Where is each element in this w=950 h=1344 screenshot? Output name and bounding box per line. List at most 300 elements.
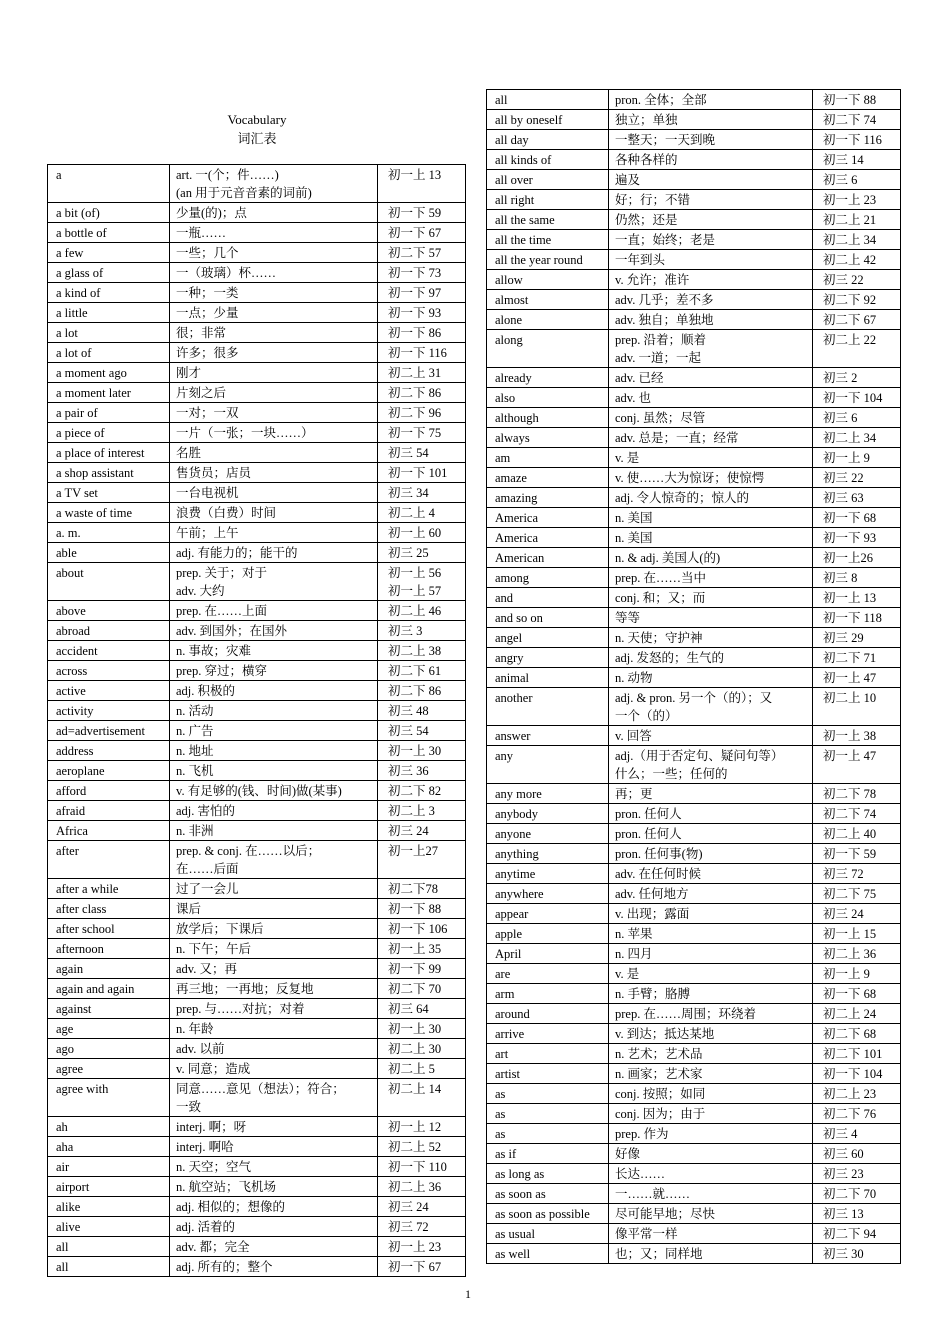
meaning-cell	[170, 483, 378, 502]
meaning-line: adv. 也	[615, 391, 651, 405]
word-cell: appear	[487, 904, 609, 923]
meaning-cell	[609, 250, 813, 269]
word-cell: again and again	[48, 979, 170, 998]
table-row	[486, 568, 901, 588]
unit-cell	[813, 528, 900, 547]
table-row	[47, 323, 466, 343]
meaning-line: n. 年龄	[176, 1022, 214, 1036]
word-cell: another	[487, 688, 609, 725]
unit-cell	[378, 343, 465, 362]
unit-line: 初三 6	[823, 173, 858, 187]
unit-cell	[378, 621, 465, 640]
meaning-line: adj.（用于否定句、疑问句等）	[615, 749, 784, 763]
unit-line: 初一下 110	[388, 1160, 447, 1174]
meaning-line: n. 下午；午后	[176, 942, 252, 956]
meaning-cell	[170, 781, 378, 800]
meaning-cell	[609, 368, 813, 387]
table-row	[486, 190, 901, 210]
meaning-cell	[170, 939, 378, 958]
meaning-cell	[609, 330, 813, 367]
unit-line: 初二下 61	[388, 664, 442, 678]
unit-line: 初三 64	[388, 1002, 429, 1016]
unit-line: 初二下 82	[388, 784, 442, 798]
word-cell: all	[48, 1237, 170, 1256]
unit-cell	[813, 1204, 900, 1223]
word-cell: accident	[48, 641, 170, 660]
word-cell: a TV set	[48, 483, 170, 502]
unit-line: 初二下 101	[823, 1047, 883, 1061]
table-row	[47, 443, 466, 463]
meaning-line: v. 使……大为惊讶；使惊愕	[615, 471, 765, 485]
unit-cell	[813, 804, 900, 823]
meaning-line: interj. 啊；呀	[176, 1120, 247, 1134]
meaning-cell	[609, 784, 813, 803]
unit-cell	[378, 363, 465, 382]
word-cell: all	[487, 90, 609, 109]
unit-cell	[813, 984, 900, 1003]
unit-line: 初三 24	[823, 907, 864, 921]
word-cell: again	[48, 959, 170, 978]
meaning-line: 也；又；同样地	[615, 1247, 703, 1261]
unit-line: 初一下 68	[823, 987, 877, 1001]
word-cell: amaze	[487, 468, 609, 487]
meaning-line: v. 是	[615, 451, 640, 465]
meaning-cell	[609, 746, 813, 783]
meaning-line: 一些；几个	[176, 246, 239, 260]
table-row	[47, 681, 466, 701]
unit-cell	[378, 523, 465, 542]
unit-line: 初一上 60	[388, 526, 442, 540]
table-row	[486, 608, 901, 628]
table-row	[47, 164, 466, 203]
meaning-line: n. 动物	[615, 671, 653, 685]
table-row	[47, 1197, 466, 1217]
table-row	[486, 864, 901, 884]
unit-line: 初三 22	[823, 471, 864, 485]
table-row	[47, 601, 466, 621]
meaning-cell	[609, 1224, 813, 1243]
word-cell: also	[487, 388, 609, 407]
meaning-cell	[609, 1164, 813, 1183]
meaning-cell	[170, 1059, 378, 1078]
word-cell: all the time	[487, 230, 609, 249]
unit-cell	[813, 904, 900, 923]
table-row	[47, 383, 466, 403]
meaning-line: v. 回答	[615, 729, 652, 743]
meaning-cell	[170, 1177, 378, 1196]
meaning-line: art. 一(个；件……)	[176, 168, 279, 182]
table-row	[486, 528, 901, 548]
word-cell: am	[487, 448, 609, 467]
table-row	[486, 89, 901, 110]
meaning-line: v. 同意；造成	[176, 1062, 251, 1076]
table-row	[47, 423, 466, 443]
meaning-cell	[609, 1064, 813, 1083]
meaning-line: conj. 因为；由于	[615, 1107, 706, 1121]
word-cell: all kinds of	[487, 150, 609, 169]
table-row	[486, 1024, 901, 1044]
unit-cell	[813, 668, 900, 687]
meaning-cell	[609, 408, 813, 427]
meaning-cell	[170, 1137, 378, 1156]
unit-line: 初一上 35	[388, 942, 442, 956]
meaning-cell	[609, 150, 813, 169]
meaning-line: adj. 发怒的；生气的	[615, 651, 725, 665]
meaning-line: n. 苹果	[615, 927, 653, 941]
meaning-cell	[609, 726, 813, 745]
table-row	[47, 223, 466, 243]
unit-cell	[378, 443, 465, 462]
unit-cell	[813, 170, 900, 189]
meaning-cell	[609, 648, 813, 667]
meaning-line: n. 事故；灾难	[176, 644, 252, 658]
unit-line: 初三 34	[388, 486, 429, 500]
table-row	[47, 661, 466, 681]
meaning-cell	[170, 979, 378, 998]
meaning-line: 午前；上午	[176, 526, 239, 540]
meaning-line: n. 手臂；胳膊	[615, 987, 691, 1001]
meaning-line: 一致	[176, 1100, 202, 1114]
unit-cell	[813, 150, 900, 169]
unit-line: 初二上 34	[823, 233, 877, 247]
meaning-line: pron. 任何人	[615, 807, 682, 821]
meaning-line: adj. 所有的；整个	[176, 1260, 273, 1274]
word-cell: a lot of	[48, 343, 170, 362]
table-row	[47, 203, 466, 223]
table-row	[486, 548, 901, 568]
word-cell: along	[487, 330, 609, 367]
table-row	[47, 543, 466, 563]
meaning-cell	[170, 503, 378, 522]
table-row	[486, 904, 901, 924]
unit-cell	[813, 330, 900, 367]
meaning-line: 售货员；店员	[176, 466, 252, 480]
meaning-cell	[609, 210, 813, 229]
table-row	[486, 1204, 901, 1224]
unit-cell	[813, 1004, 900, 1023]
word-cell: abroad	[48, 621, 170, 640]
table-row	[486, 428, 901, 448]
meaning-line: adv. 任何地方	[615, 887, 689, 901]
meaning-line: adv. 已经	[615, 371, 664, 385]
table-row	[486, 1184, 901, 1204]
meaning-cell	[170, 1257, 378, 1276]
meaning-line: v. 有足够的(钱、时间)做(某事)	[176, 784, 342, 798]
unit-line: 初一上 47	[823, 671, 877, 685]
unit-cell	[813, 688, 900, 725]
unit-line: 初一下 59	[388, 206, 442, 220]
word-cell: airport	[48, 1177, 170, 1196]
table-row	[486, 388, 901, 408]
meaning-cell	[170, 1197, 378, 1216]
unit-line: 初一上 38	[823, 729, 877, 743]
meaning-line: v. 允许；准许	[615, 273, 690, 287]
meaning-line: adv. 又；再	[176, 962, 237, 976]
unit-cell	[813, 1064, 900, 1083]
meaning-line: n. 四月	[615, 947, 653, 961]
unit-cell	[378, 741, 465, 760]
unit-cell	[378, 1257, 465, 1276]
meaning-line: 像平常一样	[615, 1227, 678, 1241]
word-cell: anywhere	[487, 884, 609, 903]
unit-cell	[378, 959, 465, 978]
unit-line: 初三 8	[823, 571, 858, 585]
unit-line: 初三 25	[388, 546, 429, 560]
meaning-line: adv. 独自；单独地	[615, 313, 714, 327]
meaning-cell	[170, 841, 378, 878]
word-cell: a lot	[48, 323, 170, 342]
table-row	[47, 1059, 466, 1079]
table-row	[47, 483, 466, 503]
unit-line: 初三 13	[823, 1207, 864, 1221]
table-row	[47, 463, 466, 483]
table-row	[486, 726, 901, 746]
unit-cell	[378, 939, 465, 958]
table-row	[486, 746, 901, 784]
word-cell: alone	[487, 310, 609, 329]
word-cell: apple	[487, 924, 609, 943]
meaning-line: adv. 总是；一直；经常	[615, 431, 739, 445]
unit-cell	[813, 448, 900, 467]
unit-cell	[378, 323, 465, 342]
table-row	[47, 243, 466, 263]
meaning-line: n. 美国	[615, 531, 653, 545]
word-cell: a place of interest	[48, 443, 170, 462]
meaning-line: 刚才	[176, 366, 202, 380]
unit-line: 初二上 52	[388, 1140, 442, 1154]
word-cell: America	[487, 508, 609, 527]
word-cell: allow	[487, 270, 609, 289]
unit-cell	[378, 879, 465, 898]
unit-cell	[378, 999, 465, 1018]
meaning-cell	[609, 1104, 813, 1123]
word-cell: artist	[487, 1064, 609, 1083]
word-cell: activity	[48, 701, 170, 720]
unit-line: 初三 14	[823, 153, 864, 167]
meaning-cell	[609, 448, 813, 467]
word-cell: as well	[487, 1244, 609, 1263]
meaning-line: 一（玻璃）杯……	[176, 266, 277, 280]
table-row	[486, 648, 901, 668]
meaning-cell	[609, 964, 813, 983]
meaning-cell	[609, 944, 813, 963]
word-cell: as usual	[487, 1224, 609, 1243]
unit-cell	[378, 303, 465, 322]
meaning-cell	[170, 801, 378, 820]
unit-line: 初三 29	[823, 631, 864, 645]
unit-line: 初三 30	[823, 1247, 864, 1261]
meaning-cell	[609, 1184, 813, 1203]
meaning-cell	[170, 999, 378, 1018]
unit-line: 初二上 22	[823, 333, 877, 347]
table-row	[47, 621, 466, 641]
meaning-cell	[170, 701, 378, 720]
meaning-line: prep. 在……上面	[176, 604, 267, 618]
meaning-line: prep. 穿过；横穿	[176, 664, 267, 678]
unit-line: 初一下 106	[388, 922, 448, 936]
unit-cell	[813, 944, 900, 963]
meaning-cell	[170, 165, 378, 202]
unit-line: 初一下 67	[388, 1260, 442, 1274]
meaning-cell	[170, 523, 378, 542]
word-cell: around	[487, 1004, 609, 1023]
word-cell: as long as	[487, 1164, 609, 1183]
table-row	[486, 984, 901, 1004]
meaning-line: adv. 一道；一起	[615, 351, 701, 365]
table-row	[47, 781, 466, 801]
word-cell: although	[487, 408, 609, 427]
unit-cell	[378, 661, 465, 680]
table-row	[486, 844, 901, 864]
word-cell: all over	[487, 170, 609, 189]
unit-cell	[378, 165, 465, 202]
unit-line: 初三 2	[823, 371, 858, 385]
meaning-line: v. 到达；抵达某地	[615, 1027, 715, 1041]
document-subtitle: 词汇表	[237, 131, 277, 146]
unit-cell	[378, 1197, 465, 1216]
meaning-cell	[170, 1237, 378, 1256]
table-row	[486, 468, 901, 488]
meaning-line: adv. 几乎；差不多	[615, 293, 714, 307]
meaning-line: 等等	[615, 611, 641, 625]
unit-line: 初二下 74	[823, 113, 877, 127]
table-row	[486, 1244, 901, 1264]
meaning-cell	[609, 568, 813, 587]
meaning-line: 什么；一些；任何的	[615, 767, 728, 781]
unit-line: 初三 72	[823, 867, 864, 881]
meaning-line: n. 非洲	[176, 824, 214, 838]
unit-line: 初三 36	[388, 764, 429, 778]
meaning-line: prep. 沿着；顺着	[615, 333, 706, 347]
meaning-line: adj. 有能力的；能干的	[176, 546, 298, 560]
table-row	[486, 628, 901, 648]
unit-cell	[378, 1177, 465, 1196]
table-row	[47, 939, 466, 959]
meaning-cell	[170, 621, 378, 640]
unit-line: 初一上 30	[388, 1022, 442, 1036]
word-cell: a glass of	[48, 263, 170, 282]
unit-line: 初三 60	[823, 1147, 864, 1161]
meaning-line: n. 天使；守护神	[615, 631, 703, 645]
meaning-line: 放学后；下课后	[176, 922, 264, 936]
word-cell: all day	[487, 130, 609, 149]
table-row	[486, 130, 901, 150]
unit-cell	[813, 1044, 900, 1063]
unit-cell	[813, 608, 900, 627]
word-cell: all the year round	[487, 250, 609, 269]
meaning-line: n. 飞机	[176, 764, 214, 778]
meaning-cell	[609, 468, 813, 487]
unit-cell	[378, 701, 465, 720]
meaning-cell	[609, 1044, 813, 1063]
unit-cell	[813, 1024, 900, 1043]
table-row	[47, 999, 466, 1019]
vocabulary-table-right	[486, 89, 901, 1264]
meaning-line: v. 出现；露面	[615, 907, 690, 921]
word-cell: age	[48, 1019, 170, 1038]
meaning-cell	[609, 924, 813, 943]
unit-cell	[378, 403, 465, 422]
word-cell: after school	[48, 919, 170, 938]
unit-line: 初二上 42	[823, 253, 877, 267]
meaning-cell	[170, 899, 378, 918]
meaning-cell	[170, 821, 378, 840]
unit-cell	[378, 483, 465, 502]
unit-cell	[378, 423, 465, 442]
meaning-line: n. 天空；空气	[176, 1160, 252, 1174]
table-row	[486, 668, 901, 688]
word-cell: a pair of	[48, 403, 170, 422]
meaning-cell	[609, 230, 813, 249]
meaning-line: 再；更	[615, 787, 653, 801]
word-cell: as	[487, 1104, 609, 1123]
unit-cell	[813, 468, 900, 487]
unit-line: 初二下 92	[823, 293, 877, 307]
unit-line: 初二上 14	[388, 1082, 442, 1096]
unit-line: 初二下 75	[823, 887, 877, 901]
word-cell: a piece of	[48, 423, 170, 442]
unit-cell	[813, 824, 900, 843]
meaning-line: adv. 大约	[176, 584, 225, 598]
meaning-line: 许多；很多	[176, 346, 239, 360]
word-cell: above	[48, 601, 170, 620]
table-row	[486, 1064, 901, 1084]
word-cell: arrive	[487, 1024, 609, 1043]
meaning-cell	[609, 310, 813, 329]
unit-cell	[813, 190, 900, 209]
meaning-line: 同意……意见（想法）；符合；	[176, 1082, 345, 1096]
word-cell: all the same	[487, 210, 609, 229]
unit-line: 初一下 75	[388, 426, 442, 440]
meaning-cell	[609, 688, 813, 725]
unit-line: 初三 72	[388, 1220, 429, 1234]
unit-line: 初一上 47	[823, 749, 877, 763]
word-cell: a moment later	[48, 383, 170, 402]
unit-line: 初二上 36	[823, 947, 877, 961]
vocabulary-table-left	[47, 164, 466, 1277]
unit-cell	[378, 801, 465, 820]
meaning-line: prep. 作为	[615, 1127, 669, 1141]
meaning-line: 一个（的）	[615, 709, 678, 723]
unit-cell	[378, 841, 465, 878]
word-cell: across	[48, 661, 170, 680]
unit-line: 初二上 40	[823, 827, 877, 841]
table-row	[47, 503, 466, 523]
word-cell: a bottle of	[48, 223, 170, 242]
meaning-cell	[170, 1039, 378, 1058]
meaning-cell	[609, 864, 813, 883]
word-cell: any more	[487, 784, 609, 803]
unit-cell	[813, 648, 900, 667]
meaning-line: n. 广告	[176, 724, 214, 738]
unit-cell	[378, 1217, 465, 1236]
unit-cell	[378, 203, 465, 222]
table-row	[486, 884, 901, 904]
word-cell: agree	[48, 1059, 170, 1078]
unit-line: 初三 6	[823, 411, 858, 425]
unit-line: 初一下 68	[823, 511, 877, 525]
word-cell: a waste of time	[48, 503, 170, 522]
unit-cell	[378, 761, 465, 780]
word-cell: able	[48, 543, 170, 562]
unit-cell	[378, 1237, 465, 1256]
meaning-cell	[170, 443, 378, 462]
unit-line: 初一上 30	[388, 744, 442, 758]
meaning-cell	[170, 223, 378, 242]
meaning-line: conj. 虽然；尽管	[615, 411, 706, 425]
table-row	[486, 330, 901, 368]
meaning-cell	[609, 90, 813, 109]
